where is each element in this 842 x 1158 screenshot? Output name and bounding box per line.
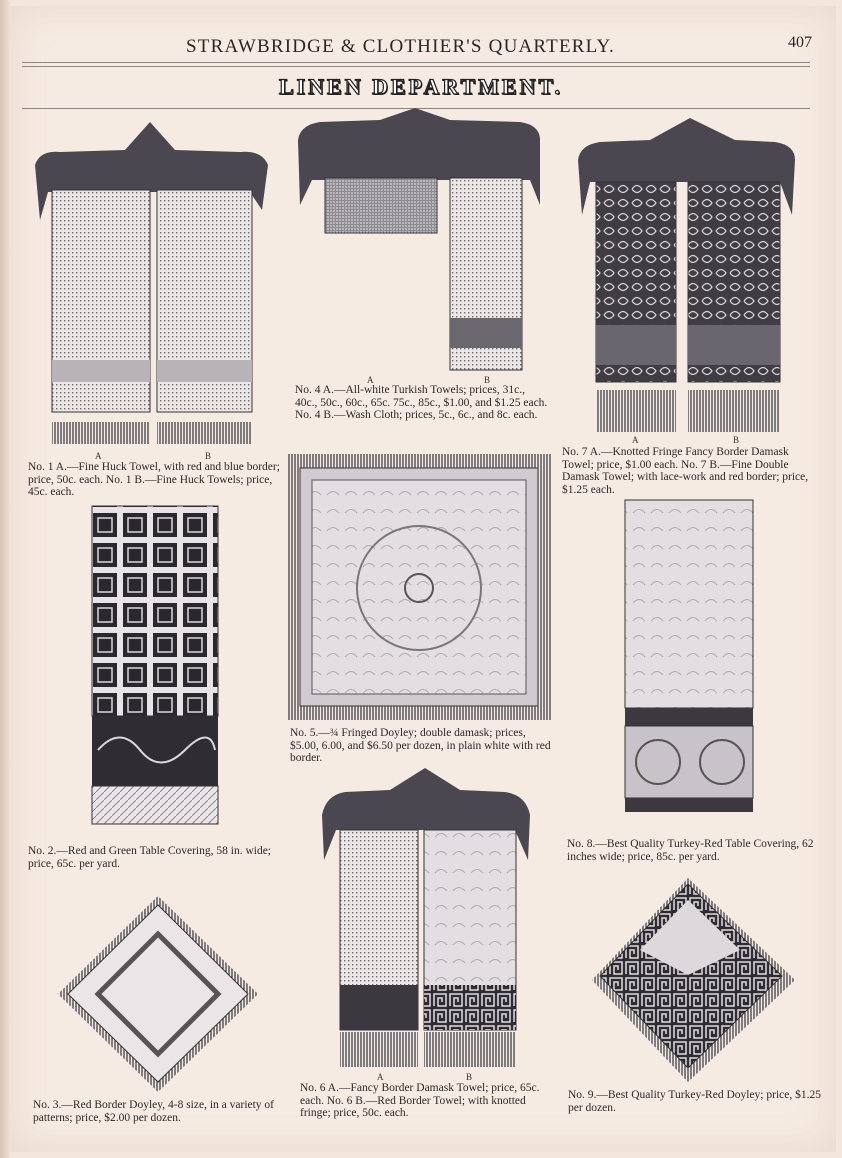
item-4-illustration [298, 108, 540, 370]
item-4-label-a: A [367, 375, 374, 385]
item-9-illustration [592, 878, 795, 1082]
item-5-caption: No. 5.—¾ Fringed Doyley; double damask; prices, $5.00, 6.00, and $6.50 per dozen, in plain white with red border. [290, 727, 551, 764]
item-3-caption: No. 3.—Red Border Doyley, 4-8 size, in a variety of patterns; price, $2.00 per dozen. [33, 1099, 275, 1124]
item-6-label-a: A [377, 1072, 384, 1082]
item-8-caption: No. 8.—Best Quality Turkey-Red Table Covering, 62 inches wide; price, 85c. per yard. [567, 838, 814, 863]
item-2-caption: No. 2.—Red and Green Table Covering, 58 in. wide; price, 65c. per yard. [28, 845, 271, 870]
publication-title: STRAWBRIDGE & CLOTHIER'S QUARTERLY. [186, 36, 615, 57]
item-6-caption: No. 6 A.—Fancy Border Damask Towel; price, 65c. each. No. 6 B.—Red Border Towel; with knotted fringe; price, 50c. each. [300, 1082, 540, 1119]
page-number: 407 [788, 34, 812, 51]
item-4-caption: No. 4 A.—All-white Turkish Towels; prices, 31c., 40c., 50c., 60c., 65c. 75c., 85c., $1.00, and $1.25 each. No. 4 B.—Wash Cloth; prices, 5c., 6c., and 8c. each. [295, 384, 548, 421]
item-7-caption: No. 7 A.—Knotted Fringe Fancy Border Damask Towel; price, $1.00 each. No. 7 B.—Fine Double Damask Towel; with lace-work and red border; price, $1.25 each. [562, 446, 809, 496]
item-4-label-b: B [484, 375, 491, 385]
item-8-illustration [625, 500, 753, 812]
item-1-caption: No. 1 A.—Fine Huck Towel, with red and blue border; price, 50c. each. No. 1 B.—Fine Huck Towels; price, 45c. each. [28, 461, 280, 498]
item-7-label-b: B [733, 435, 740, 445]
item-6-label-b: B [466, 1072, 473, 1082]
item-5-illustration [288, 454, 551, 720]
item-9-caption: No. 9.—Best Quality Turkey-Red Doyley; price, $1.25 per dozen. [568, 1089, 821, 1114]
item-7-illustration [578, 118, 795, 432]
department-title: LINEN DEPARTMENT. [278, 74, 564, 99]
item-3-illustration [58, 896, 258, 1092]
item-2-illustration [92, 506, 218, 824]
item-6-illustration [322, 768, 530, 1067]
item-7-label-a: A [632, 435, 639, 445]
item-1-label-b: B [205, 451, 212, 461]
item-1-illustration [35, 122, 268, 444]
item-1-label-a: A [95, 451, 102, 461]
